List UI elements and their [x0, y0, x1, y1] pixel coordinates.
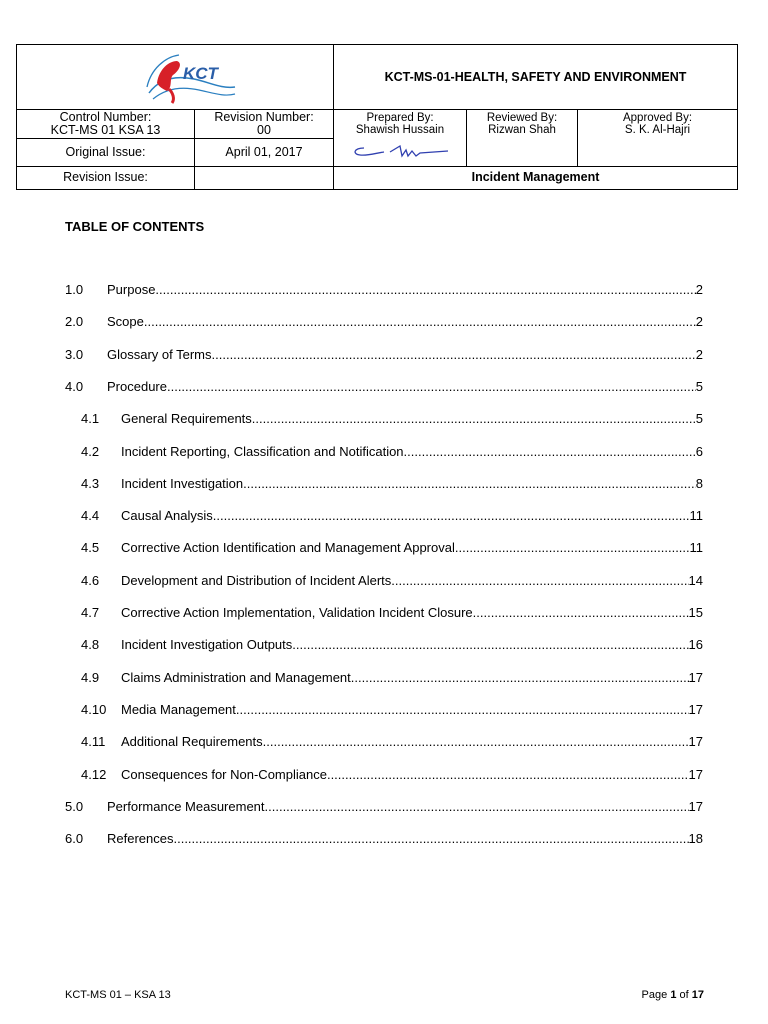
toc-entry[interactable] — [65, 830, 703, 848]
toc-dot-leader — [455, 539, 690, 557]
toc-dot-leader — [263, 733, 689, 751]
toc-entry-number: 4.6 — [81, 572, 100, 588]
toc-dot-leader — [173, 830, 688, 848]
approved-by-label: Approved By: — [622, 112, 693, 125]
revision-number-label: Revision Number: — [214, 110, 314, 125]
prepared-by-label: Prepared By: — [366, 112, 434, 125]
toc-dot-leader — [252, 410, 696, 428]
original-issue-value: April 01, 2017 — [195, 138, 334, 166]
toc-entry[interactable] — [81, 733, 703, 751]
toc-entry[interactable] — [81, 475, 703, 493]
toc-entry-page: 5 — [695, 411, 703, 427]
toc-entry[interactable] — [65, 313, 703, 331]
document-header-table — [16, 44, 738, 190]
signature-icon — [350, 142, 450, 160]
toc-entry-page: 14 — [688, 572, 703, 588]
original-issue-label: Original Issue: — [17, 138, 195, 166]
toc-entry[interactable] — [65, 346, 703, 364]
toc-entry-number: 2.0 — [65, 314, 84, 330]
toc-entry-number: 3.0 — [65, 346, 84, 362]
footer-doc-ref: KCT-MS 01 – KSA 13 — [65, 989, 171, 1001]
approved-by-value: S. K. Al-Hajri — [624, 124, 691, 137]
toc-entry-page: 2 — [695, 314, 703, 330]
toc-dot-leader — [236, 701, 689, 719]
toc-entry[interactable] — [81, 507, 703, 525]
toc-entry-number: 4.1 — [81, 411, 100, 427]
toc-entry-title: Additional Requirements — [121, 734, 263, 750]
toc-entry-number: 4.10 — [81, 701, 107, 717]
toc-entry-title: Procedure — [107, 378, 167, 394]
toc-entry-number: 4.8 — [81, 637, 100, 653]
revision-number-cell — [195, 110, 334, 138]
toc-dot-leader — [144, 313, 696, 331]
toc-entry-number: 4.5 — [81, 540, 100, 556]
toc-entry-page: 6 — [695, 443, 703, 459]
reviewed-by-value: Rizwan Shah — [488, 124, 556, 137]
toc-dot-leader — [473, 604, 689, 622]
revision-number-value: 00 — [257, 123, 271, 138]
toc-entry-number: 4.9 — [81, 669, 100, 685]
approved-by-cell — [578, 110, 738, 166]
toc-heading: TABLE OF CONTENTS — [65, 219, 205, 234]
toc-entry-title: Performance Measurement — [107, 798, 265, 814]
toc-entry-page: 2 — [695, 346, 703, 362]
toc-entry-title: Corrective Action Implementation, Validation Incident Closure — [121, 605, 473, 620]
footer-page-number: Page 1 of 17 — [641, 989, 704, 1001]
toc-entry-title: Incident Investigation — [121, 475, 244, 491]
toc-entry[interactable] — [65, 798, 703, 816]
toc-entry[interactable] — [81, 443, 703, 461]
toc-entry-title: Consequences for Non-Compliance — [121, 766, 327, 782]
reviewed-by-cell — [467, 110, 578, 166]
toc-entry-page: 18 — [688, 831, 703, 847]
toc-entry[interactable] — [81, 766, 703, 784]
section-title: Incident Management — [334, 166, 738, 189]
toc-entry-number: 6.0 — [65, 831, 84, 847]
toc-entry-title: Development and Distribution of Incident Alerts — [121, 572, 392, 588]
toc-entry-page: 17 — [688, 701, 703, 717]
toc-entry-page: 8 — [695, 475, 703, 491]
toc-dot-leader — [327, 766, 689, 784]
document-title: KCT-MS-01-HEALTH, SAFETY AND ENVIRONMENT — [334, 45, 738, 110]
toc-entry-page: 15 — [688, 605, 703, 620]
toc-entry[interactable] — [65, 281, 703, 299]
toc-dot-leader — [265, 798, 689, 816]
toc-entry-number: 4.3 — [81, 475, 100, 491]
control-number-label: Control Number: — [59, 110, 152, 125]
toc-dot-leader — [243, 475, 696, 493]
toc-entry-title: Incident Investigation Outputs — [121, 637, 293, 653]
toc-entry-page: 11 — [689, 508, 703, 524]
toc-entry-title: Media Management — [121, 701, 236, 717]
toc-entry-title: Glossary of Terms — [107, 346, 212, 362]
toc-entry[interactable] — [81, 572, 703, 590]
toc-entry-title: References — [107, 831, 174, 847]
toc-dot-leader — [404, 443, 696, 461]
toc-entry-number: 4.7 — [81, 605, 100, 620]
control-number-cell — [17, 110, 195, 138]
toc-entry[interactable] — [65, 378, 703, 396]
toc-entry-page: 17 — [688, 669, 703, 685]
toc-entry-title: Claims Administration and Management — [121, 669, 351, 685]
toc-dot-leader — [391, 572, 688, 590]
toc-entry[interactable] — [81, 539, 703, 557]
toc-entry-title: Incident Reporting, Classification and Notification — [121, 443, 404, 459]
toc-entry[interactable] — [81, 669, 703, 687]
toc-entry-page: 2 — [695, 282, 703, 297]
toc-entry-page: 16 — [688, 637, 703, 653]
revision-issue-label: Revision Issue: — [17, 166, 195, 189]
revision-issue-value — [195, 166, 334, 189]
toc-entry-title: Scope — [107, 314, 144, 330]
control-number-value: KCT-MS 01 KSA 13 — [50, 123, 161, 138]
logo-cell — [17, 45, 334, 110]
toc-dot-leader — [155, 281, 695, 299]
toc-entry[interactable] — [81, 410, 703, 428]
toc-dot-leader — [167, 378, 696, 396]
kct-logo-icon — [139, 49, 239, 107]
reviewed-by-label: Reviewed By: — [486, 112, 558, 125]
toc-entry-number: 1.0 — [65, 282, 84, 297]
toc-entry-page: 17 — [688, 798, 703, 814]
toc-entry[interactable] — [81, 636, 703, 654]
toc-entry-page: 5 — [695, 378, 703, 394]
toc-dot-leader — [212, 346, 696, 364]
toc-entry-number: 5.0 — [65, 798, 84, 814]
toc-entry-page: 17 — [688, 766, 703, 782]
toc-entry-page: 11 — [689, 540, 703, 556]
toc-entry-number: 4.12 — [81, 766, 107, 782]
toc-entry-title: Corrective Action Identification and Management Approval — [121, 540, 455, 556]
toc-entry-title: Causal Analysis — [121, 508, 213, 524]
toc-entry-number: 4.4 — [81, 508, 100, 524]
toc-dot-leader — [213, 507, 690, 525]
toc-entry-page: 17 — [688, 734, 703, 750]
toc-entry-number: 4.11 — [81, 734, 106, 750]
toc-entry-title: General Requirements — [121, 411, 252, 427]
toc-entry[interactable] — [81, 701, 703, 719]
toc-entry[interactable] — [81, 604, 703, 622]
prepared-by-value: Shawish Hussain — [355, 124, 445, 137]
svg-text:KCT: KCT — [183, 64, 218, 84]
toc-dot-leader — [351, 669, 689, 687]
toc-entry-title: Purpose — [107, 282, 156, 297]
prepared-by-cell — [334, 110, 467, 166]
toc-entry-number: 4.0 — [65, 378, 84, 394]
toc-entry-number: 4.2 — [81, 443, 100, 459]
toc-dot-leader — [292, 636, 688, 654]
